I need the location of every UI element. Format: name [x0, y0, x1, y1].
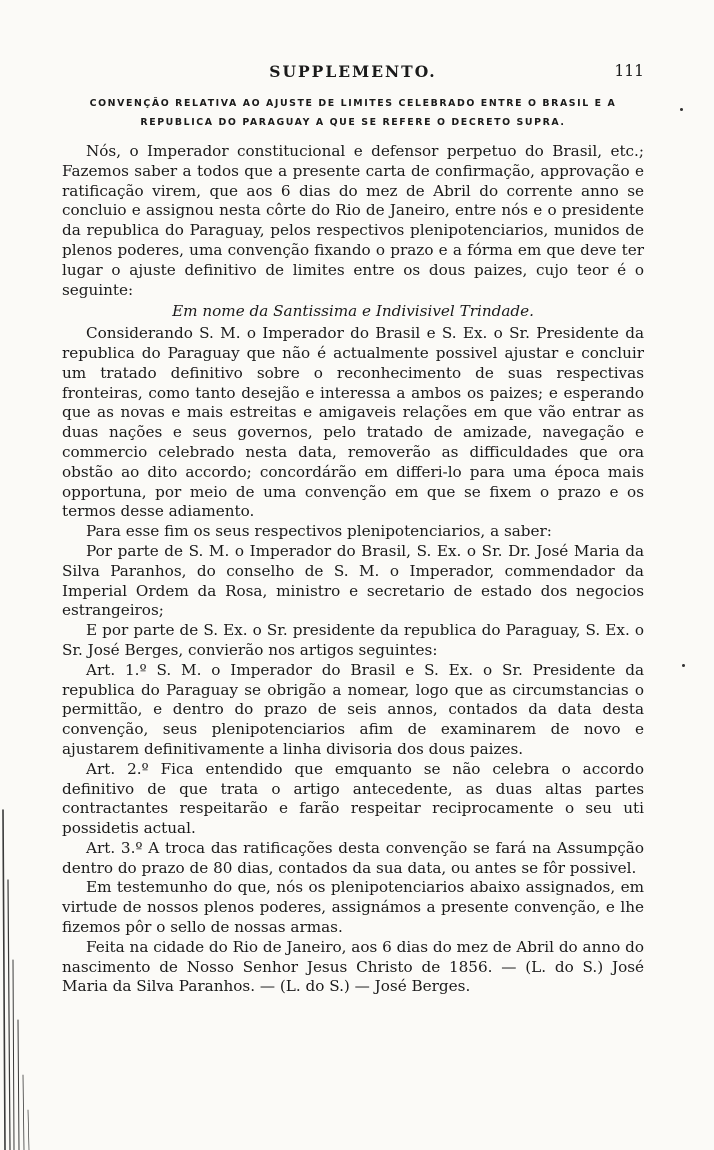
- margin-mark: [680, 108, 683, 111]
- margin-mark: [682, 664, 685, 667]
- paragraph-article-1: Art. 1.º S. M. o Imperador do Brasil e S. Ex. o Sr. Presidente da republica do Paraguay se obrigão a nomear, logo que as circumstancias o permittão, e dentro do prazo de seis annos, contados da data desta convenção, seus plenipotenciarios afim de examinarem de novo e ajustarem definitivamente a linha divisoria dos dous paizes.: [62, 660, 644, 758]
- paragraph-article-2: Art. 2.º Fica entendido que emquanto se não celebra o accordo definitivo de que trata o artigo antecedente, as duas altas partes contractantes respeitarão e farão respeitar reciprocamente o seu uti possidetis actual.: [62, 759, 644, 838]
- binding-edge-shadow: [0, 790, 40, 1150]
- paragraph-plenipotentiaries: Para esse fim os seus respectivos plenipotenciarios, a saber:: [86, 522, 552, 541]
- paragraph-article-3: Art. 3.º A troca das ratificações desta convenção se fará na Assumpção dentro do prazo de 80 dias, contados da sua data, ou antes se fôr possivel.: [62, 838, 644, 877]
- paragraph-testimony: Em testemunho do que, nós os plenipotenciarios abaixo assignados, em virtude de nossos plenos poderes, assignámos a presente convenção, e lhe fizemos pôr o sello de nossas armas.: [62, 878, 644, 937]
- page: [62, 62, 644, 997]
- running-head: [62, 62, 644, 86]
- document-heading: [62, 94, 644, 132]
- paragraph-preamble: Considerando S. M. o Imperador do Brasil e S. Ex. o Sr. Presidente da republica do Paraguay que não é actualmente possivel ajustar e concluir um tratado definitivo sobre o reconhecimento de suas respectivas fronteiras, como tanto desejão e interessa a ambos os paizes; e esperando que as novas e mais estreitas e amigaveis relações em que vão entrar as duas nações e seus governos, pelo tratado de amizade, navegação e commercio celebrado nesta data, removerão as difficuldades que ora obstão ao dito accordo; concordárão em differi-lo para uma época mais opportuna, por meio de uma convenção em que se fixem o prazo e os termos desse adiamento.: [62, 324, 644, 521]
- paragraph-invocation: Em nome da Santissima e Indivisivel Trindade.: [172, 302, 534, 321]
- paragraph-brazil-party: Por parte de S. M. o Imperador do Brasil, S. Ex. o Sr. Dr. José Maria da Silva Paranhos, do conselho de S. M. o Imperador, commendador da Imperial Ordem da Rosa, ministro e secretario de estado dos negocios estrangeiros;: [62, 541, 644, 620]
- body-text: [62, 142, 644, 997]
- heading-line-2: REPUBLICA DO PARAGUAY A QUE SE REFERE O DECRETO SUPRA.: [140, 117, 566, 128]
- page-number: 111: [614, 62, 644, 80]
- running-head-title: SUPPLEMENTO.: [269, 62, 437, 81]
- paragraph-proclamation: Nós, o Imperador constitucional e defensor perpetuo do Brasil, etc.; Fazemos saber a todos que a presente carta de confirmação, approvação e ratificação virem, que aos 6 dias do mez de Abril do corrente anno se concluio e assignou nesta côrte do Rio de Janeiro, entre nós e o presidente da republica do Paraguay, pelos respectivos plenipotenciarios, munidos de plenos poderes, uma convenção fixando o prazo e a fórma em que deve ter lugar o ajuste definitivo de limites entre os dous paizes, cujo teor é o seguinte:: [62, 142, 644, 299]
- paragraph-signature: Feita na cidade do Rio de Janeiro, aos 6 dias do mez de Abril do anno do nascimento de Nosso Senhor Jesus Christo de 1856. — (L. do S.) José Maria da Silva Paranhos. — (L. do S.) — José Berges.: [62, 937, 644, 996]
- paragraph-paraguay-party: E por parte de S. Ex. o Sr. presidente da republica do Paraguay, S. Ex. o Sr. José Berges, convierão nos artigos seguintes:: [62, 621, 644, 659]
- heading-line-1: CONVENÇÃO RELATIVA AO AJUSTE DE LIMITES CELEBRADO ENTRE O BRASIL E A: [89, 98, 617, 109]
